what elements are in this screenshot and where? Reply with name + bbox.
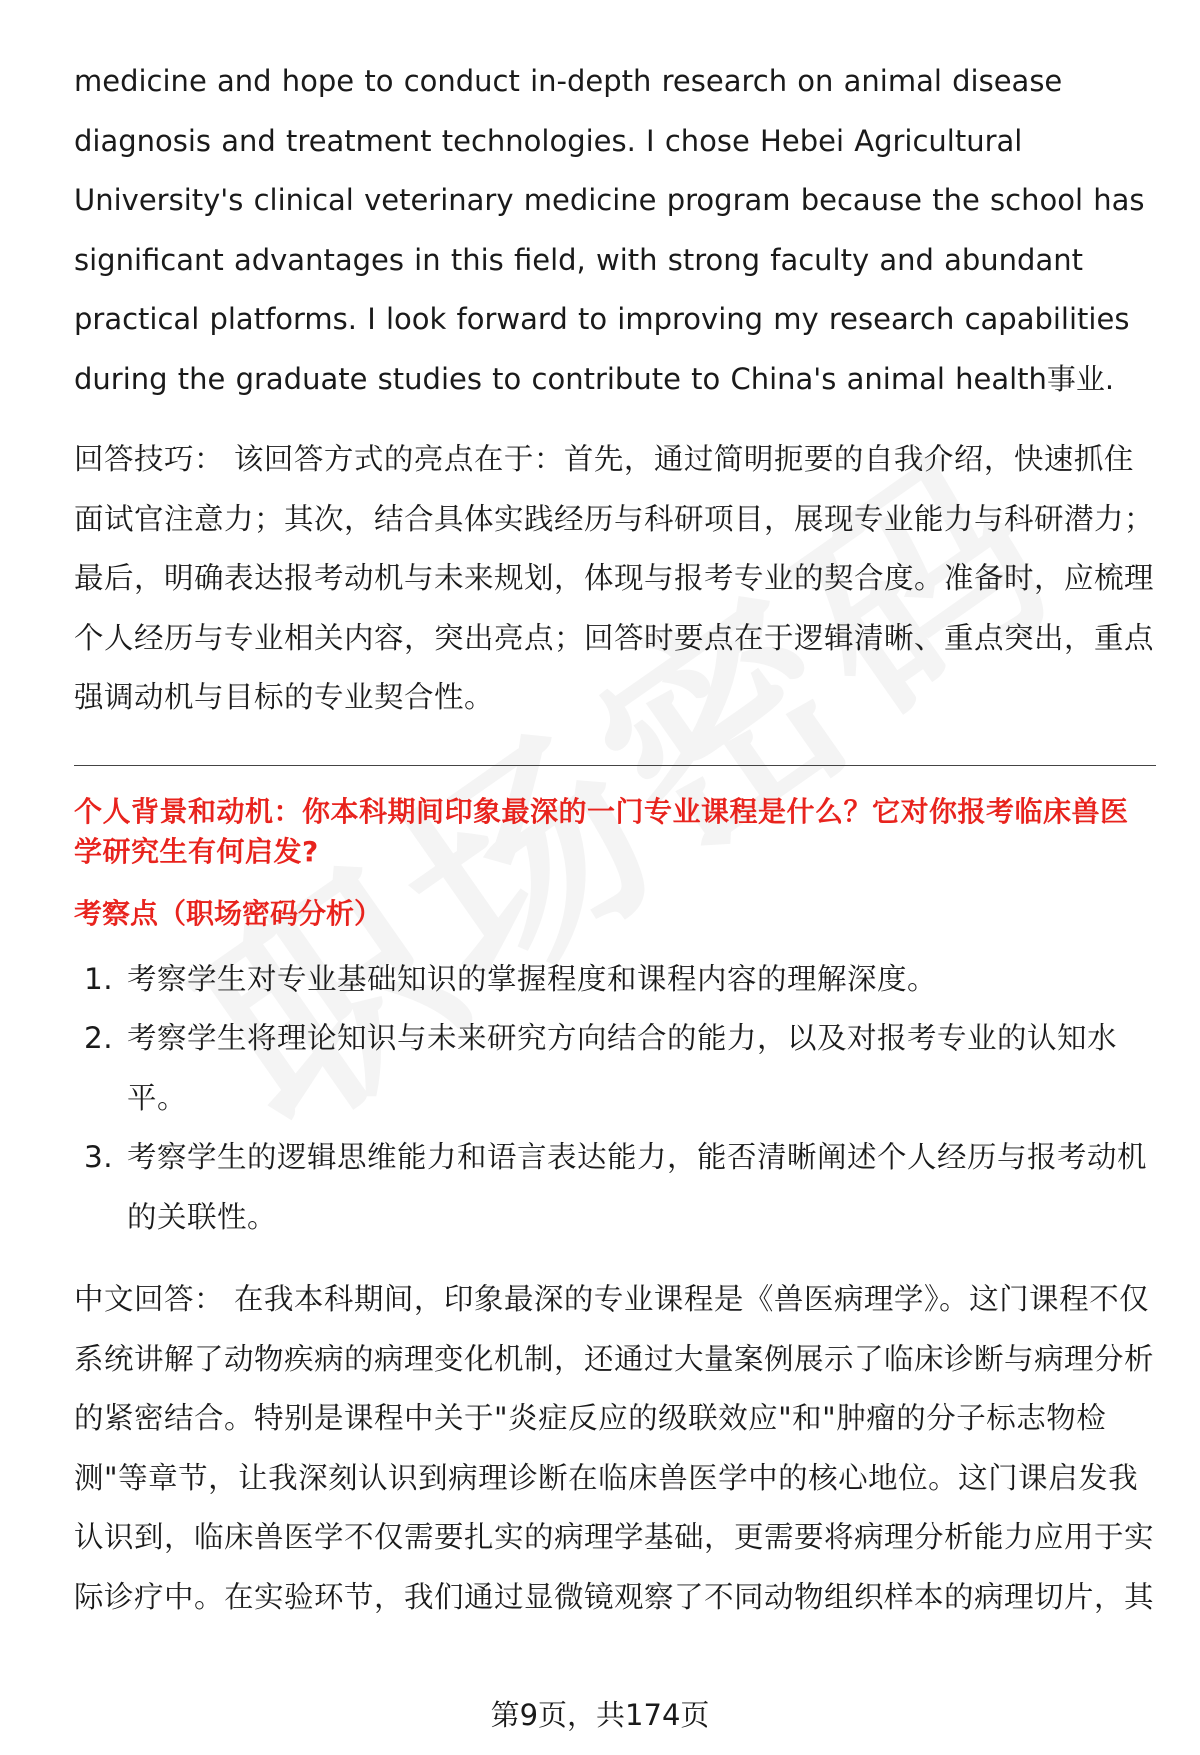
assessment-points-list — [74, 950, 1154, 1248]
list-item-number: 1. — [84, 961, 114, 996]
interview-question-heading: 个人背景和动机：你本科期间印象最深的一门专业课程是什么？它对你报考临床兽医学研究生有何启发? — [74, 794, 1129, 868]
chinese-answer-paragraph: 中文回答： 在我本科期间，印象最深的专业课程是《兽医病理学》。这门课程不仅系统讲解了动物疾病的病理变化机制，还通过大量案例展示了临床诊断与病理分析的紧密结合。特别是课程中关于"炎症反应的级联效应"和"肿瘤的分子标志物检测"等章节，让我深刻认识到病理诊断在临床兽医学中的核心地位。这门课启发我认识到，临床兽医学不仅需要扎实的病理学基础，更需要将病理分析能力应用于实际诊疗中。在实验环节，我们通过显微镜观察了不同动物组织样本的病理切片，其 — [74, 1282, 1155, 1614]
answer-tips-paragraph: 回答技巧： 该回答方式的亮点在于：首先，通过简明扼要的自我介绍，快速抓住面试官注意力；其次，结合具体实践经历与科研项目，展现专业能力与科研潜力；最后，明确表达报考动机与未来规划，体现与报考专业的契合度。准备时，应梳理个人经历与专业相关内容，突出亮点；回答时要点在于逻辑清晰、重点突出，重点强调动机与目标的专业契合性。 — [74, 442, 1155, 714]
intro-english-paragraph: medicine and hope to conduct in-depth research on animal disease diagnosis and treatment technologies. I chose Hebei Agricultural University's clinical veterinary medicine program because the school has significant advantages in this field, with strong faculty and abundant practical platforms. I look forward to improving my research capabilities during the graduate studies to contribute to China's animal health事业. — [74, 64, 1145, 396]
list-item-text: 考察学生的逻辑思维能力和语言表达能力，能否清晰阐述个人经历与报考动机的关联性。 — [127, 1140, 1148, 1234]
list-item — [74, 950, 1154, 1010]
assessment-points-title: 考察点（职场密码分析） — [74, 896, 383, 930]
page-content — [74, 52, 1154, 1627]
list-item-text: 考察学生对专业基础知识的掌握程度和课程内容的理解深度。 — [127, 961, 938, 996]
list-item-text: 考察学生将理论知识与未来研究方向结合的能力，以及对报考专业的认知水平。 — [127, 1021, 1118, 1115]
page-number-footer: 第9页，共174页 — [490, 1698, 710, 1732]
list-item-number: 2. — [84, 1021, 114, 1055]
list-item — [74, 1128, 1154, 1247]
section-divider — [74, 765, 1156, 766]
list-item — [74, 1009, 1154, 1128]
list-item-number: 3. — [84, 1140, 114, 1174]
